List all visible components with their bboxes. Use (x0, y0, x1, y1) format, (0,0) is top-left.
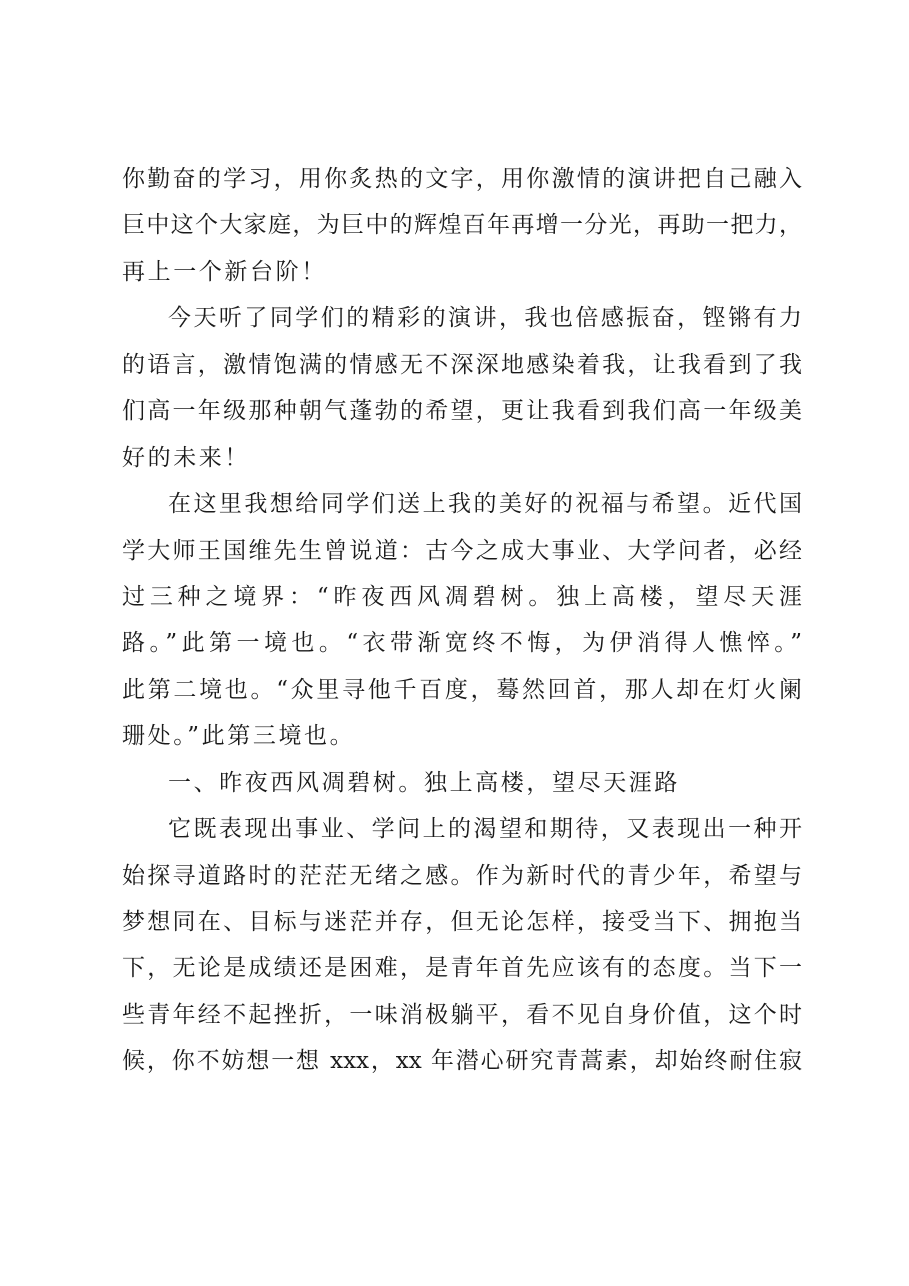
text-line: 今天听了同学们的精彩的演讲，我也倍感振奋，铿锵有力 (168, 305, 802, 332)
text-line: 你勤奋的学习，用你炙热的文字，用你激情的演讲把自己融入 (122, 166, 802, 192)
text-line: 学大师王国维先生曾说道：古今之成大事业、大学问者，必经 (122, 537, 802, 564)
text-line: 始探寻道路时的茫茫无绪之感。作为新时代的青少年，希望与 (122, 862, 802, 889)
document-body (122, 156, 802, 1085)
text-line: 梦想同在、目标与迷茫并存，但无论怎样，接受当下、拥抱当 (122, 909, 802, 935)
text-line: 它既表现出事业、学问上的渴望和期待，又表现出一种开 (168, 816, 802, 843)
text-line: 些青年经不起挫折，一味消极躺平，看不见自身价值，这个时 (122, 1001, 802, 1028)
text-line: 好的未来！ (122, 444, 250, 471)
text-line: 过三种之境界：“昨夜西风凋碧树。独上高楼，望尽天涯 (122, 583, 802, 610)
text-line: 路。”此第一境也。“衣带渐宽终不悔，为伊消得人憔悴。” (122, 630, 802, 657)
text-line: 此第二境也。“众里寻他千百度，蓦然回首，那人却在灯火阑 (122, 676, 802, 703)
text-line: 候，你不妨想一想 xxx，xx 年潜心研究青蒿素，却始终耐住寂 (122, 1048, 802, 1075)
text-line: 们高一年级那种朝气蓬勃的希望，更让我看到我们高一年级美 (122, 398, 802, 425)
text-line: 再上一个新台阶！ (122, 258, 327, 285)
text-line: 下，无论是成绩还是困难，是青年首先应该有的态度。当下一 (122, 955, 802, 982)
text-line: 的语言，激情饱满的情感无不深深地感染着我，让我看到了我 (122, 351, 802, 378)
text-line: 巨中这个大家庭，为巨中的辉煌百年再增一分光，再助一把力， (122, 212, 802, 239)
text-line: 珊处。”此第三境也。 (122, 723, 356, 750)
text-line: 在这里我想给同学们送上我的美好的祝福与希望。近代国 (168, 491, 802, 518)
text-line: 一、昨夜西风凋碧树。独上高楼，望尽天涯路 (168, 769, 680, 796)
